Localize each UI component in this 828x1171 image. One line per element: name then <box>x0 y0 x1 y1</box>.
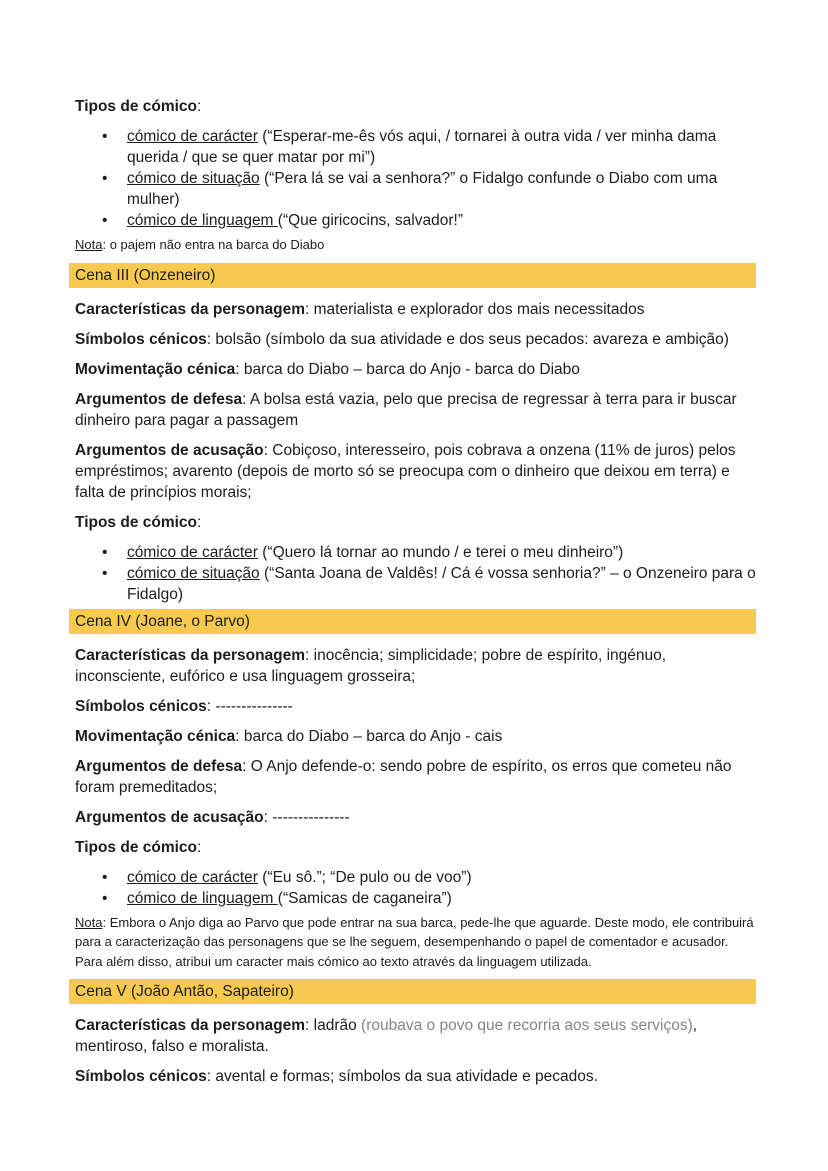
nota-intro <box>75 235 756 255</box>
list-item <box>75 542 756 563</box>
field-label: Símbolos cénicos <box>75 1068 207 1085</box>
field-label: Argumentos de acusação <box>75 808 264 826</box>
tipos-heading-label: Tipos de cómico <box>75 838 198 856</box>
comic-text: (“Esperar-me-ês vós aqui, / tornarei à outra vida / ver minha dama querida / que se quer matar por mi”) <box>127 128 717 166</box>
tipos-heading-colon: : <box>197 838 202 856</box>
scene-header-cena-4 <box>69 609 756 634</box>
tipos-heading-colon: : <box>197 98 202 115</box>
field-label: Movimentação cénica <box>75 727 236 745</box>
nota-label: Nota <box>75 237 103 252</box>
comic-term: cómico de linguagem <box>127 212 278 229</box>
nota-text: : Embora o Anjo diga ao Parvo que pode entrar na sua barca, pede-lhe que aguarde. Deste modo, ele contribuirá para a caracterização das personagens que se lhe seguem, desempenhando o papel de comentador e acusador. Para além disso, atribui um caracter mais cómico ao texto através da linguagem utilizada. <box>75 914 754 969</box>
list-item <box>75 867 756 888</box>
field-text: : --------------- <box>263 808 350 826</box>
tipos-heading-intro <box>75 96 756 117</box>
field-label: Características da personagem <box>75 646 306 664</box>
field-text: : O Anjo defende-o: sendo pobre de espírito, os erros que cometeu não foram premeditados; <box>75 757 732 796</box>
field-label: Argumentos de defesa <box>75 390 243 408</box>
paragraph-acusacao <box>75 807 756 828</box>
field-text: : inocência; simplicidade; pobre de espírito, ingénuo, inconsciente, eufórico e usa linguagem grosseira; <box>75 646 667 685</box>
paragraph-caracteristicas <box>75 299 756 320</box>
field-label: Características da personagem <box>75 1017 306 1034</box>
field-text: : A bolsa está vazia, pelo que precisa de regressar à terra para ir buscar dinheiro para pagar a passagem <box>75 390 737 429</box>
tipos-heading-cena-4 <box>75 837 756 858</box>
nota-text: : o pajem não entra na barca do Diabo <box>102 237 325 252</box>
comic-term: cómico de situação <box>127 564 260 582</box>
field-label: Símbolos cénicos <box>75 330 207 348</box>
list-item <box>75 888 756 909</box>
field-label: Características da personagem <box>75 300 306 318</box>
comic-text: (“Santa Joana de Valdês! / Cá é vossa senhoria?” – o Onzeneiro para o Fidalgo) <box>127 564 756 603</box>
field-label: Movimentação cénica <box>75 360 236 378</box>
comic-list-cena-3 <box>75 542 756 605</box>
field-text: , mentiroso, falso e moralista. <box>75 1017 698 1055</box>
field-text-muted: (roubava o povo que recorria aos seus serviços) <box>361 1017 693 1034</box>
scene-title: Cena V (João Antão, Sapateiro) <box>75 983 294 1000</box>
paragraph-movimentacao <box>75 726 756 747</box>
list-item <box>75 563 756 605</box>
list-item <box>75 126 756 168</box>
field-label: Argumentos de acusação <box>75 441 264 459</box>
field-text: : materialista e explorador dos mais necessitados <box>305 300 645 318</box>
comic-term: cómico de carácter <box>127 128 258 145</box>
paragraph-defesa <box>75 756 756 798</box>
field-text: : barca do Diabo – barca do Anjo - cais <box>235 727 503 745</box>
paragraph-simbolos <box>75 1066 756 1087</box>
field-text: : avental e formas; símbolos da sua atividade e pecados. <box>206 1068 598 1085</box>
field-text: : barca do Diabo – barca do Anjo - barca do Diabo <box>235 360 580 378</box>
paragraph-movimentacao <box>75 359 756 380</box>
tipos-heading-colon: : <box>197 513 202 531</box>
comic-text: (“Samicas de caganeira”) <box>277 889 452 907</box>
field-text: : bolsão (símbolo da sua atividade e dos seus pecados: avareza e ambição) <box>206 330 729 348</box>
field-label: Argumentos de defesa <box>75 757 243 775</box>
scene-title: Cena III (Onzeneiro) <box>75 266 216 284</box>
field-text: : Cobiçoso, interesseiro, pois cobrava a onzena (11% de juros) pelos empréstimos; avarento (depois de morto só se preocupa com o dinheiro que deixou em terra) e falta de princípios morais; <box>75 441 736 501</box>
paragraph-caracteristicas <box>75 645 756 687</box>
field-text: : ladrão <box>305 1017 362 1034</box>
comic-term: cómico de linguagem <box>127 889 278 907</box>
tipos-heading-cena-3 <box>75 512 756 533</box>
nota-cena-4 <box>75 913 756 972</box>
tipos-heading-label: Tipos de cómico <box>75 98 198 115</box>
field-label: Símbolos cénicos <box>75 697 207 715</box>
paragraph-acusacao <box>75 440 756 503</box>
comic-text: (“Pera lá se vai a senhora?” o Fidalgo confunde o Diabo com uma mulher) <box>127 170 718 208</box>
paragraph-simbolos <box>75 329 756 350</box>
comic-list-cena-4 <box>75 867 756 909</box>
tipos-heading-label: Tipos de cómico <box>75 513 198 531</box>
paragraph-defesa <box>75 389 756 431</box>
comic-term: cómico de situação <box>127 170 260 187</box>
comic-text: (“Quero lá tornar ao mundo / e terei o meu dinheiro”) <box>257 543 624 561</box>
scene-header-cena-3 <box>69 263 756 288</box>
list-item <box>75 168 756 210</box>
comic-term: cómico de carácter <box>127 543 258 561</box>
comic-text: (“Que giricocins, salvador!” <box>277 212 463 229</box>
field-text: : --------------- <box>206 697 293 715</box>
paragraph-caracteristicas <box>75 1015 756 1057</box>
comic-list-intro <box>75 126 756 231</box>
scene-header-cena-5 <box>69 979 756 1004</box>
scene-title: Cena IV (Joane, o Parvo) <box>75 612 250 630</box>
paragraph-simbolos <box>75 696 756 717</box>
comic-term: cómico de carácter <box>127 868 258 886</box>
nota-label: Nota <box>75 914 103 930</box>
list-item <box>75 210 756 231</box>
comic-text: (“Eu sô.”; “De pulo ou de voo”) <box>257 868 472 886</box>
